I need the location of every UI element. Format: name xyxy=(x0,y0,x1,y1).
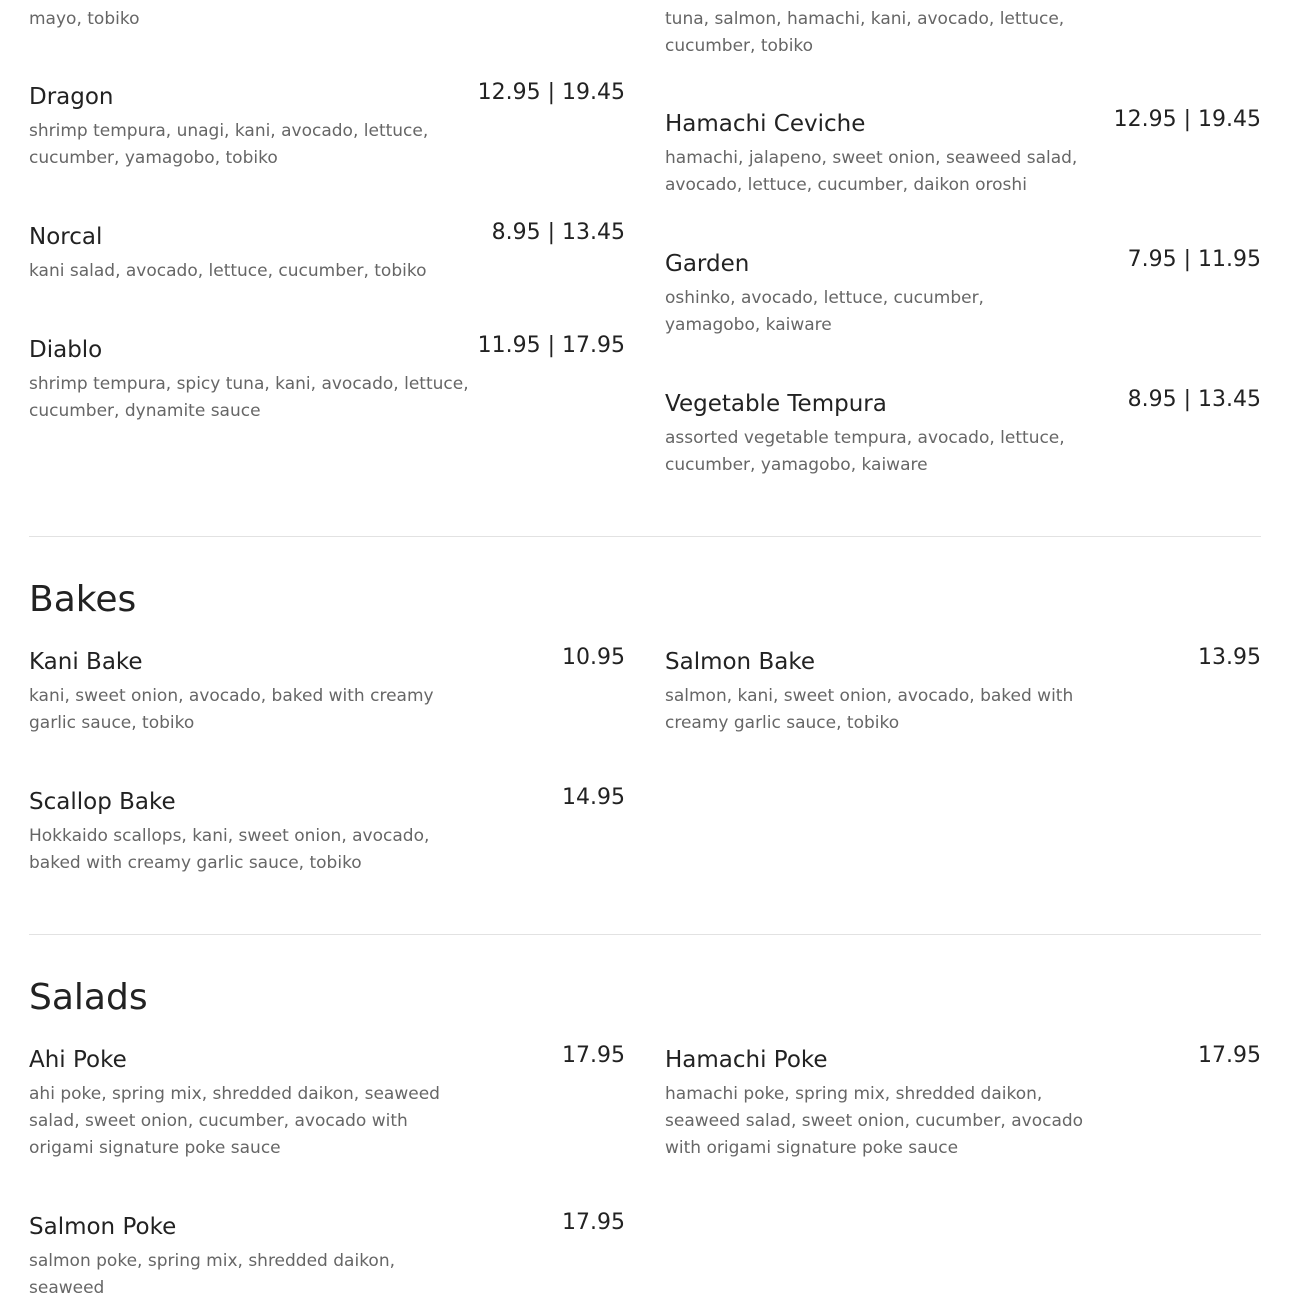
item-description: Hokkaido scallops, kani, sweet onion, avocado, baked with creamy garlic sauce, tobiko xyxy=(29,826,430,873)
item-description: ahi poke, spring mix, shredded daikon, seaweed salad, sweet onion, cucumber, avocado with origami signature poke sauce xyxy=(29,1084,440,1158)
item-price: 10.95 xyxy=(562,645,625,670)
item-name: Diablo xyxy=(29,337,103,363)
item-price: 7.95 | 11.95 xyxy=(1127,247,1261,272)
item-price: 17.95 xyxy=(562,1043,625,1068)
item-name: Dragon xyxy=(29,84,114,110)
item-price: 11.95 | 17.95 xyxy=(477,333,625,358)
item-description: oshinko, avocado, lettuce, cucumber, yamagobo, kaiware xyxy=(665,288,984,335)
section-title-salads: Salads xyxy=(29,977,148,1018)
item-name: Kani Bake xyxy=(29,649,143,675)
item-name: Salmon Bake xyxy=(665,649,815,675)
previous-item-description-tail: mayo, tobiko xyxy=(29,9,140,29)
item-name: Hamachi Poke xyxy=(665,1047,828,1073)
item-description: kani, sweet onion, avocado, baked with creamy garlic sauce, tobiko xyxy=(29,686,434,733)
item-price: 17.95 xyxy=(1198,1043,1261,1068)
item-description: salmon, kani, sweet onion, avocado, baked with creamy garlic sauce, tobiko xyxy=(665,686,1074,733)
item-description: salmon poke, spring mix, shredded daikon, seaweed xyxy=(29,1251,396,1298)
item-description: hamachi poke, spring mix, shredded daikon, seaweed salad, sweet onion, cucumber, avocado with origami signature poke sauce xyxy=(665,1084,1084,1158)
section-divider xyxy=(29,536,1261,537)
item-name: Hamachi Ceviche xyxy=(665,111,866,137)
item-name: Scallop Bake xyxy=(29,789,176,815)
item-description: hamachi, jalapeno, sweet onion, seaweed salad, avocado, lettuce, cucumber, daikon oroshi xyxy=(665,148,1078,195)
item-description: shrimp tempura, unagi, kani, avocado, lettuce, cucumber, yamagobo, tobiko xyxy=(29,121,429,168)
item-price: 17.95 xyxy=(562,1210,625,1235)
section-title-bakes: Bakes xyxy=(29,579,137,620)
item-name: Ahi Poke xyxy=(29,1047,127,1073)
item-description: kani salad, avocado, lettuce, cucumber, tobiko xyxy=(29,261,427,281)
item-name: Garden xyxy=(665,251,750,277)
item-name: Salmon Poke xyxy=(29,1214,177,1240)
item-description: assorted vegetable tempura, avocado, lettuce, cucumber, yamagobo, kaiware xyxy=(665,428,1065,475)
item-name: Vegetable Tempura xyxy=(665,391,887,417)
item-name: Norcal xyxy=(29,224,103,250)
item-price: 12.95 | 19.45 xyxy=(477,80,625,105)
item-price: 14.95 xyxy=(562,785,625,810)
item-price: 13.95 xyxy=(1198,645,1261,670)
item-price: 8.95 | 13.45 xyxy=(1127,387,1261,412)
item-price: 12.95 | 19.45 xyxy=(1113,107,1261,132)
section-divider xyxy=(29,934,1261,935)
item-price: 8.95 | 13.45 xyxy=(491,220,625,245)
previous-item-description: tuna, salmon, hamachi, kani, avocado, lettuce, cucumber, tobiko xyxy=(665,9,1065,56)
item-description: shrimp tempura, spicy tuna, kani, avocado, lettuce, cucumber, dynamite sauce xyxy=(29,374,469,421)
